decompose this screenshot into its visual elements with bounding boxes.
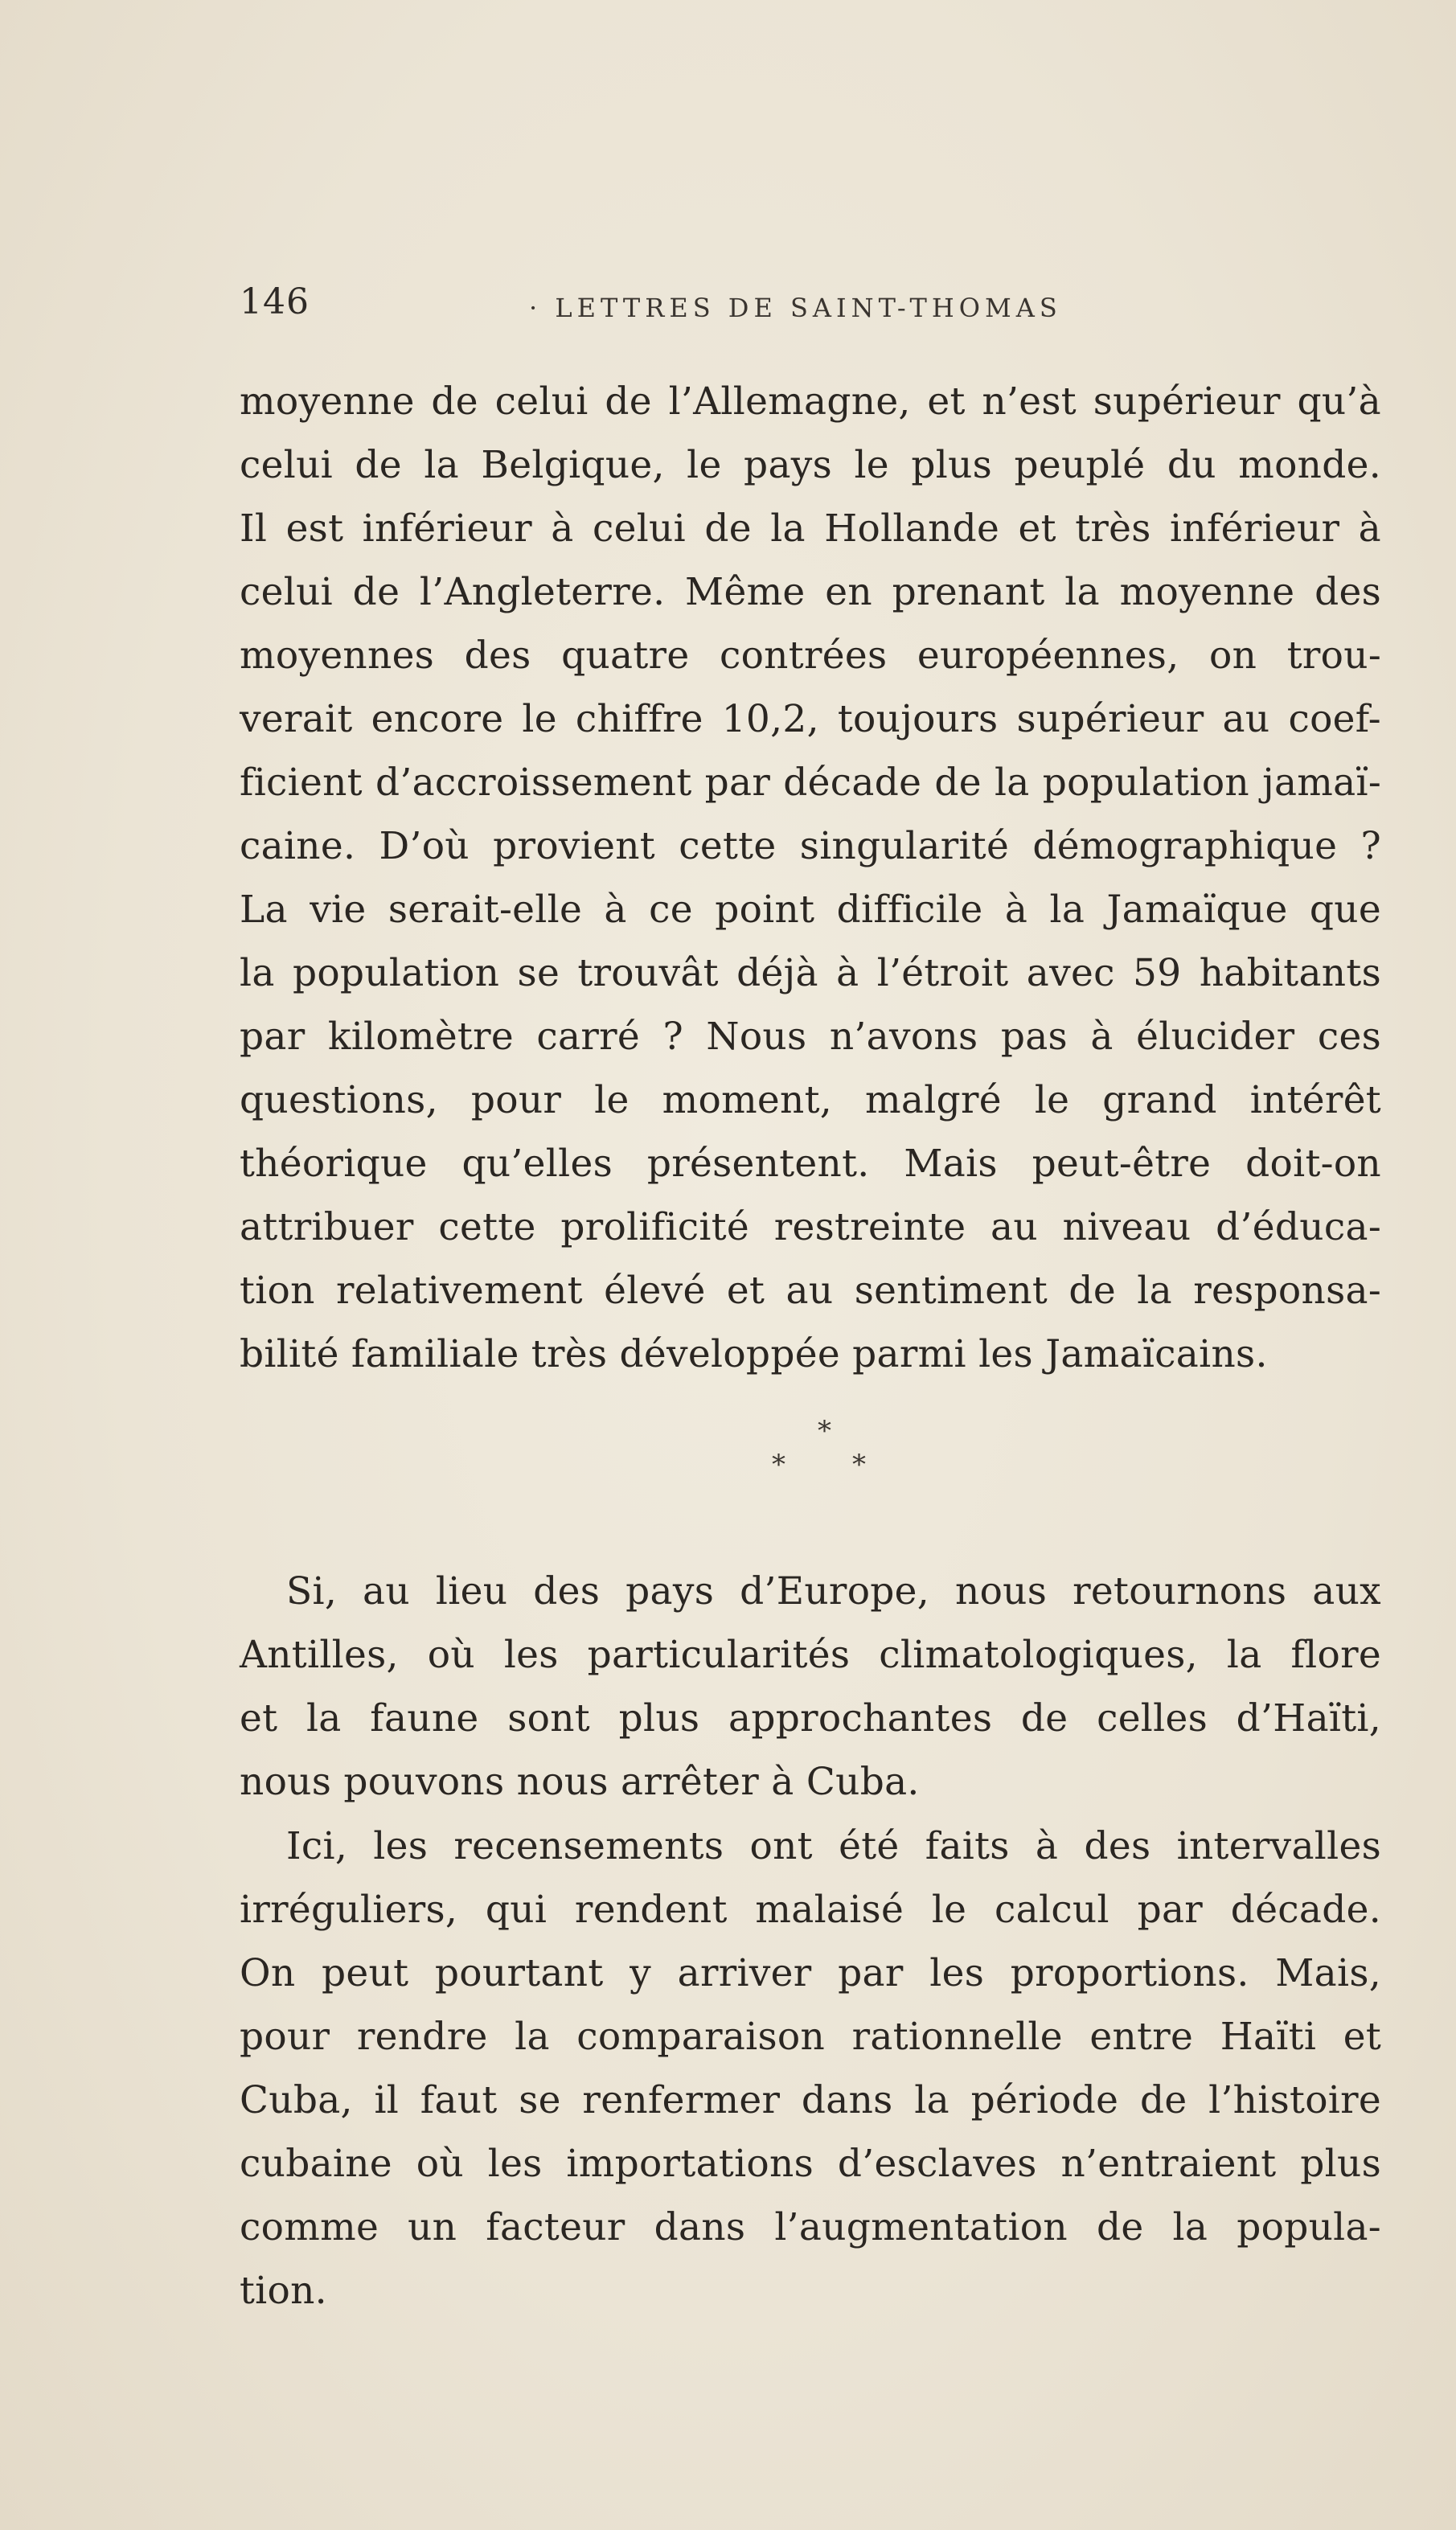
asterisk-ornament: * xyxy=(852,1449,866,1481)
text-line: attribuer cette prolificité restreinte au niveau d’éduca- xyxy=(240,1205,1381,1249)
text-line: Ici, les recensements ont été faits à des intervalles xyxy=(286,1824,1381,1868)
text-line: celui de l’Angleterre. Même en prenant la moyenne des xyxy=(240,570,1381,614)
text-line: La vie serait-elle à ce point difficile à la Jamaïque que xyxy=(240,888,1381,932)
text-line: Antilles, où les particularités climatologiques, la flore xyxy=(240,1633,1381,1677)
text-line: par kilomètre carré ? Nous n’avons pas à élucider ces xyxy=(240,1015,1381,1059)
page-header xyxy=(240,281,1124,330)
paragraph-1 xyxy=(240,370,1381,1386)
text-line: verait encore le chiffre 10,2, toujours supérieur au coef- xyxy=(240,697,1381,741)
text-line: On peut pourtant y arriver par les proportions. Mais, xyxy=(240,1951,1381,1995)
text-line: bilité familiale très développée parmi les Jamaïcains. xyxy=(240,1332,1268,1376)
text-line: cubaine où les importations d’esclaves n’entraient plus xyxy=(240,2142,1381,2186)
text-line: Cuba, il faut se renfermer dans la période de l’histoire xyxy=(240,2078,1381,2122)
text-line: irréguliers, qui rendent malaisé le calcul par décade. xyxy=(240,1888,1381,1932)
text-line: et la faune sont plus approchantes de celles d’Haïti, xyxy=(240,1696,1381,1741)
text-line: questions, pour le moment, malgré le grand intérêt xyxy=(240,1078,1381,1122)
text-line: nous pouvons nous arrêter à Cuba. xyxy=(240,1760,920,1804)
text-line: celui de la Belgique, le pays le plus peuplé du monde. xyxy=(240,443,1381,487)
text-line: théorique qu’elles présentent. Mais peut-être doit-on xyxy=(240,1142,1381,1186)
paragraph-2 xyxy=(240,1560,1381,1814)
section-separator xyxy=(772,1415,884,1487)
text-line: ficient d’accroissement par décade de la population jamaï- xyxy=(240,761,1381,805)
text-line: pour rendre la comparaison rationnelle entre Haïti et xyxy=(240,2015,1381,2059)
text-line: tion relativement élevé et au sentiment de la responsa- xyxy=(240,1269,1381,1313)
text-line: comme un facteur dans l’augmentation de la popula- xyxy=(240,2205,1381,2249)
text-line: moyenne de celui de l’Allemagne, et n’est supérieur qu’à xyxy=(240,379,1381,424)
text-line: caine. D’où provient cette singularité démographique ? xyxy=(240,824,1381,868)
running-title: · LETTRES DE SAINT-THOMAS xyxy=(529,293,1062,323)
text-line: moyennes des quatre contrées européennes, on trou- xyxy=(240,634,1381,678)
text-line: Si, au lieu des pays d’Europe, nous retournons aux xyxy=(286,1569,1381,1614)
paragraph-3 xyxy=(240,1814,1381,2323)
text-line: la population se trouvât déjà à l’étroit avec 59 habitants xyxy=(240,951,1381,995)
text-line: Il est inférieur à celui de la Hollande et très inférieur à xyxy=(240,506,1381,551)
page-number: 146 xyxy=(240,281,310,322)
text-line: tion. xyxy=(240,2269,327,2313)
asterisk-ornament: * xyxy=(772,1449,785,1481)
asterisk-ornament: * xyxy=(818,1415,831,1447)
